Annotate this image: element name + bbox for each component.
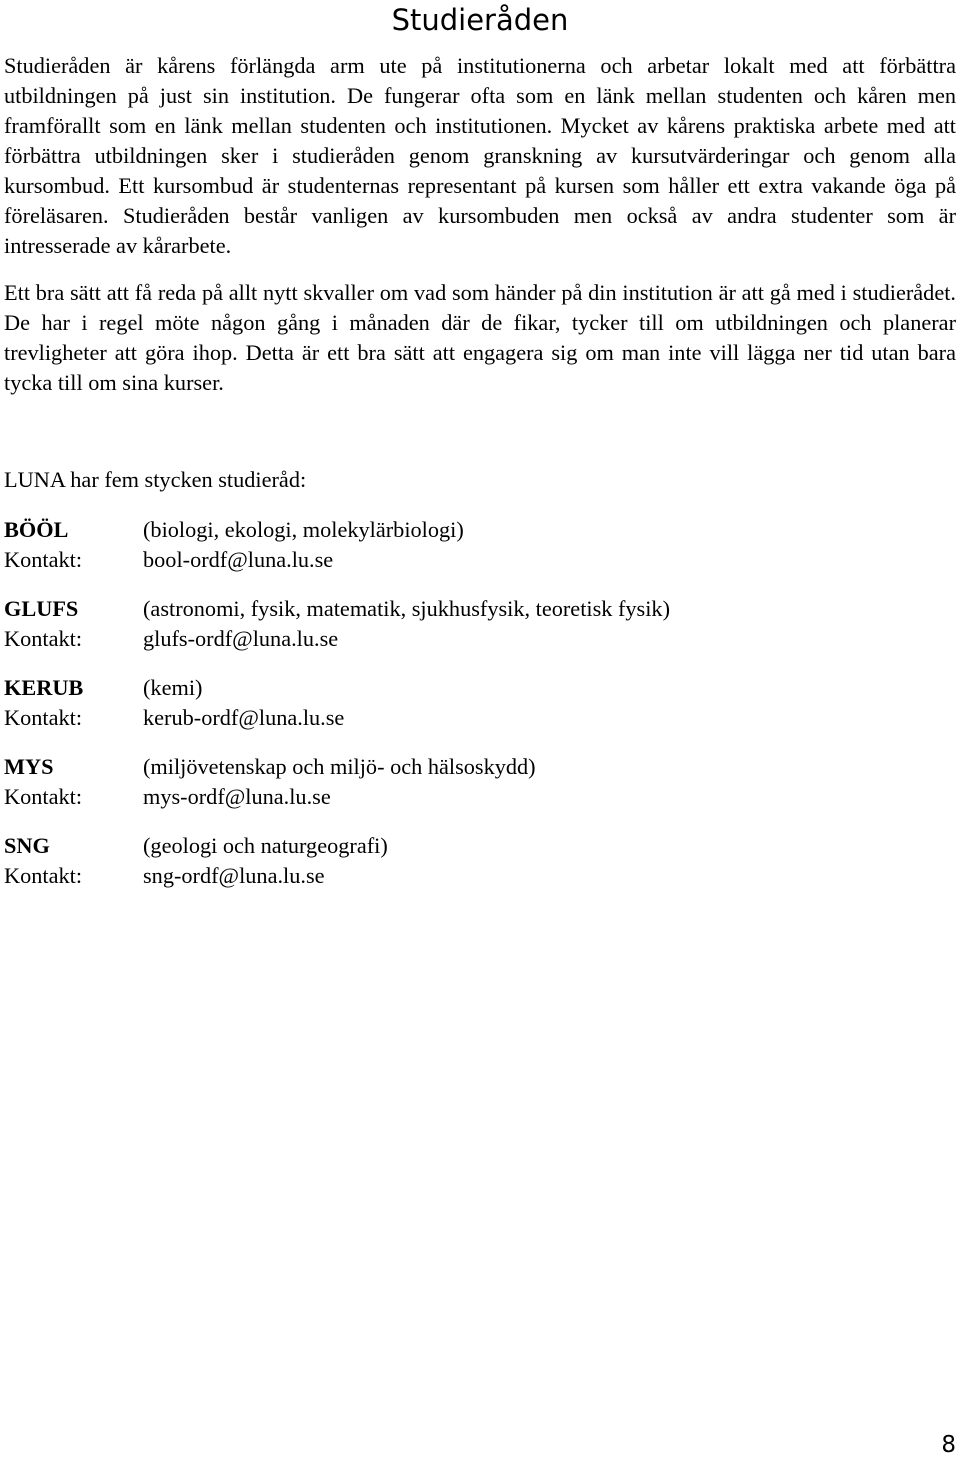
- paragraph-intro: Studieråden är kårens förlängda arm ute på institutionerna och arbetar lokalt med att förbättra utbildningen på just sin institution. De fungerar ofta som en länk mellan studenten och kåren men framförallt som en länk mellan studenten och institutionen. Mycket av kårens praktiska arbete med att förbättra utbildningen sker i studieråden genom granskning av kursutvärderingar och genom alla kursombud. Ett kursombud är studenternas representant på kursen som håller ett extra vakande öga på föreläsaren. Studieråden består vanligen av kursombuden men också av andra studenter som är intresserade av kårarbete.: [4, 53, 956, 258]
- council-name: MYS: [4, 754, 54, 779]
- council-subjects: (geologi och naturgeografi): [143, 833, 388, 858]
- council-email: glufs-ordf@luna.lu.se: [143, 626, 339, 651]
- council-email: kerub-ordf@luna.lu.se: [143, 705, 345, 730]
- contact-label: Kontakt:: [4, 626, 83, 651]
- page-number: 8: [941, 1432, 956, 1458]
- council-entry-sng: [4, 831, 956, 891]
- council-name: KERUB: [4, 675, 84, 700]
- contact-label: Kontakt:: [4, 784, 83, 809]
- council-subjects: (kemi): [143, 675, 203, 700]
- contact-label: Kontakt:: [4, 705, 83, 730]
- contact-label: Kontakt:: [4, 547, 83, 572]
- council-subjects: (biologi, ekologi, molekylärbiologi): [143, 517, 464, 542]
- council-list-intro: LUNA har fem stycken studieråd:: [4, 467, 307, 492]
- paragraph-gossip: Ett bra sätt att få reda på allt nytt skvaller om vad som händer på din institution är att gå med i studierådet. De har i regel möte någon gång i månaden där de fikar, tycker till om utbildningen och planerar trevligheter att göra ihop. Detta är ett bra sätt att engagera sig om man inte vill lägga ner tid utan bara tycka till om sina kurser.: [4, 280, 956, 395]
- council-name: SNG: [4, 833, 50, 858]
- council-entry-glufs: [4, 594, 956, 654]
- council-email: bool-ordf@luna.lu.se: [143, 547, 334, 572]
- council-name: GLUFS: [4, 596, 79, 621]
- council-subjects: (miljövetenskap och miljö- och hälsoskydd): [143, 754, 536, 779]
- page-title: Studieråden: [391, 3, 569, 37]
- council-entry-kerub: [4, 673, 956, 733]
- council-subjects: (astronomi, fysik, matematik, sjukhusfysik, teoretisk fysik): [143, 596, 671, 621]
- council-email: sng-ordf@luna.lu.se: [143, 863, 325, 888]
- council-entry-bool: [4, 515, 956, 575]
- council-email: mys-ordf@luna.lu.se: [143, 784, 331, 809]
- council-name: BÖÖL: [4, 517, 69, 542]
- council-entry-mys: [4, 752, 956, 812]
- contact-label: Kontakt:: [4, 863, 83, 888]
